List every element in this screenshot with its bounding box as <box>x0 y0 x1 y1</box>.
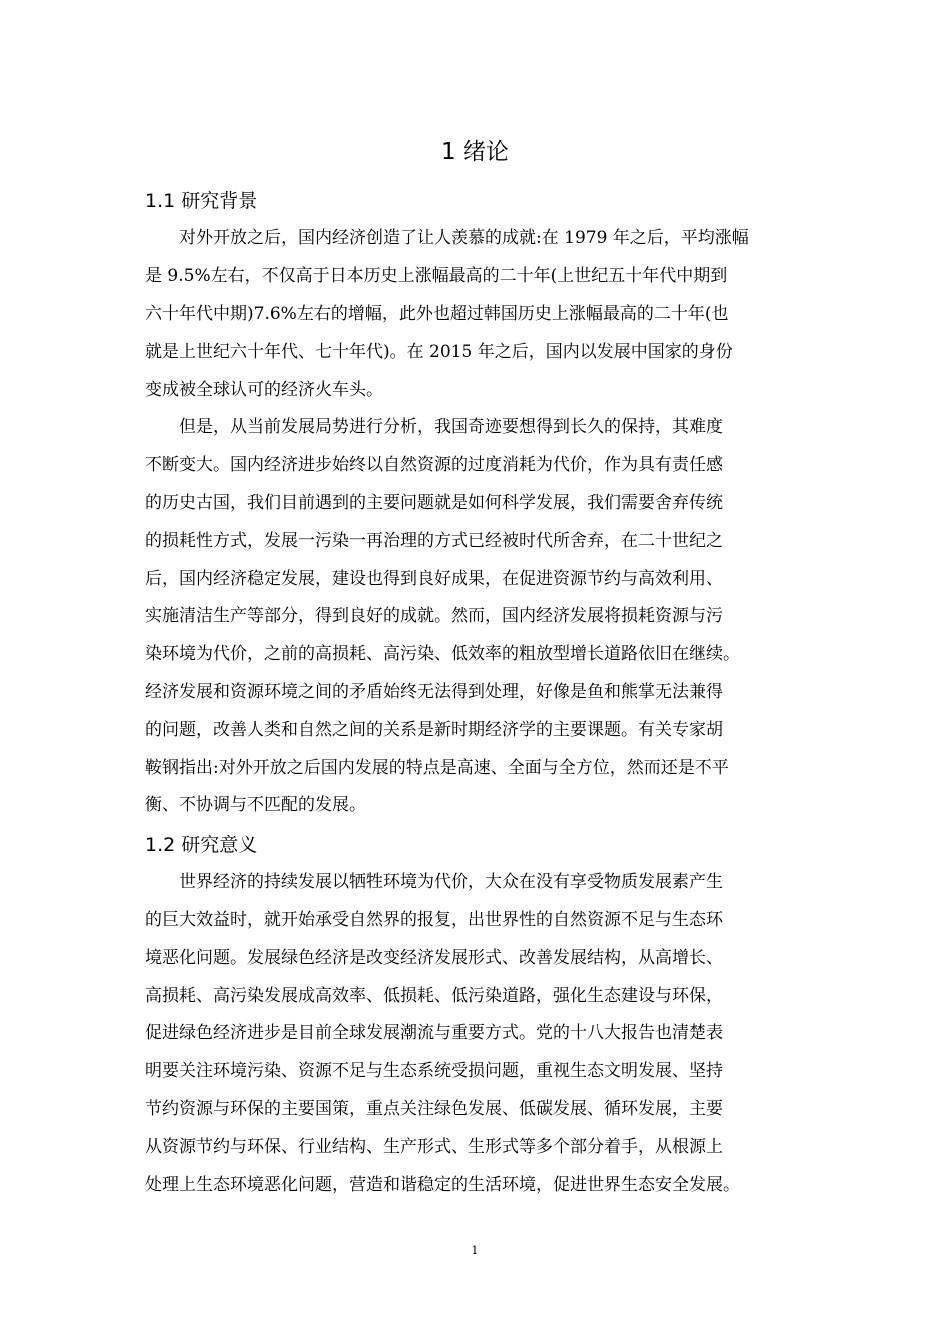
text-line: 高损耗、高污染发展成高效率、低损耗、低污染道路，强化生态建设与环保， <box>145 986 723 1006</box>
section-heading-significance: 1.2 研究意义 <box>145 834 258 856</box>
text-line: 染环境为代价，之前的高损耗、高污染、低效率的粗放型增长道路依旧在继续。 <box>145 644 740 664</box>
text-line: 不断变大。国内经济进步始终以自然资源的过度消耗为代价，作为具有责任感 <box>145 455 723 475</box>
text-line: 实施清洁生产等部分，得到良好的成就。然而，国内经济发展将损耗资源与污 <box>145 606 723 626</box>
text-line: 后，国内经济稳定发展，建设也得到良好成果，在促进资源节约与高效利用、 <box>145 569 723 589</box>
text-line: 促进绿色经济进步是目前全球发展潮流与重要方式。党的十八大报告也清楚表 <box>145 1023 723 1043</box>
section-heading-background: 1.1 研究背景 <box>145 190 258 212</box>
text-line: 从资源节约与环保、行业结构、生产形式、生形式等多个部分着手，从根源上 <box>145 1137 723 1157</box>
text-line: 经济发展和资源环境之间的矛盾始终无法得到处理，好像是鱼和熊掌无法兼得 <box>145 682 723 702</box>
chapter-title: 1 绪论 <box>441 139 509 165</box>
text-line: 是 9.5%左右，不仅高于日本历史上涨幅最高的二十年(上世纪五十年代中期到 <box>145 266 728 286</box>
text-line: 的巨大效益时，就开始承受自然界的报复，出世界性的自然资源不足与生态环 <box>145 910 723 930</box>
text-line: 世界经济的持续发展以牺牲环境为代价，大众在没有享受物质发展素产生 <box>179 872 723 892</box>
text-line: 鞍钢指出:对外开放之后国内发展的特点是高速、全面与全方位，然而还是不平 <box>145 758 729 778</box>
text-line: 节约资源与环保的主要国策，重点关注绿色发展、低碳发展、循环发展，主要 <box>145 1099 723 1119</box>
text-line: 的历史古国，我们目前遇到的主要问题就是如何科学发展，我们需要舍弃传统 <box>145 493 723 513</box>
text-line: 但是，从当前发展局势进行分析，我国奇迹要想得到长久的保持，其难度 <box>179 417 723 437</box>
page-number: 1 <box>471 1244 479 1257</box>
text-line: 处理上生态环境恶化问题，营造和谐稳定的生活环境，促进世界生态安全发展。 <box>145 1175 740 1195</box>
text-line: 的问题，改善人类和自然之间的关系是新时期经济学的主要课题。有关专家胡 <box>145 720 723 740</box>
text-line: 对外开放之后，国内经济创造了让人羡慕的成就:在 1979 年之后，平均涨幅 <box>179 228 749 248</box>
text-line: 明要关注环境污染、资源不足与生态系统受损问题，重视生态文明发展、坚持 <box>145 1061 723 1081</box>
text-line: 衡、不协调与不匹配的发展。 <box>145 795 366 815</box>
text-line: 就是上世纪六十年代、七十年代)。在 2015 年之后，国内以发展中国家的身份 <box>145 342 733 362</box>
text-line: 的损耗性方式，发展一污染一再治理的方式已经被时代所舍弃，在二十世纪之 <box>145 531 723 551</box>
text-line: 六十年代中期)7.6%左右的增幅，此外也超过韩国历史上涨幅最高的二十年(也 <box>145 304 729 324</box>
text-line: 变成被全球认可的经济火车头。 <box>145 380 383 400</box>
text-line: 境恶化问题。发展绿色经济是改变经济发展形式、改善发展结构，从高增长、 <box>145 948 723 968</box>
